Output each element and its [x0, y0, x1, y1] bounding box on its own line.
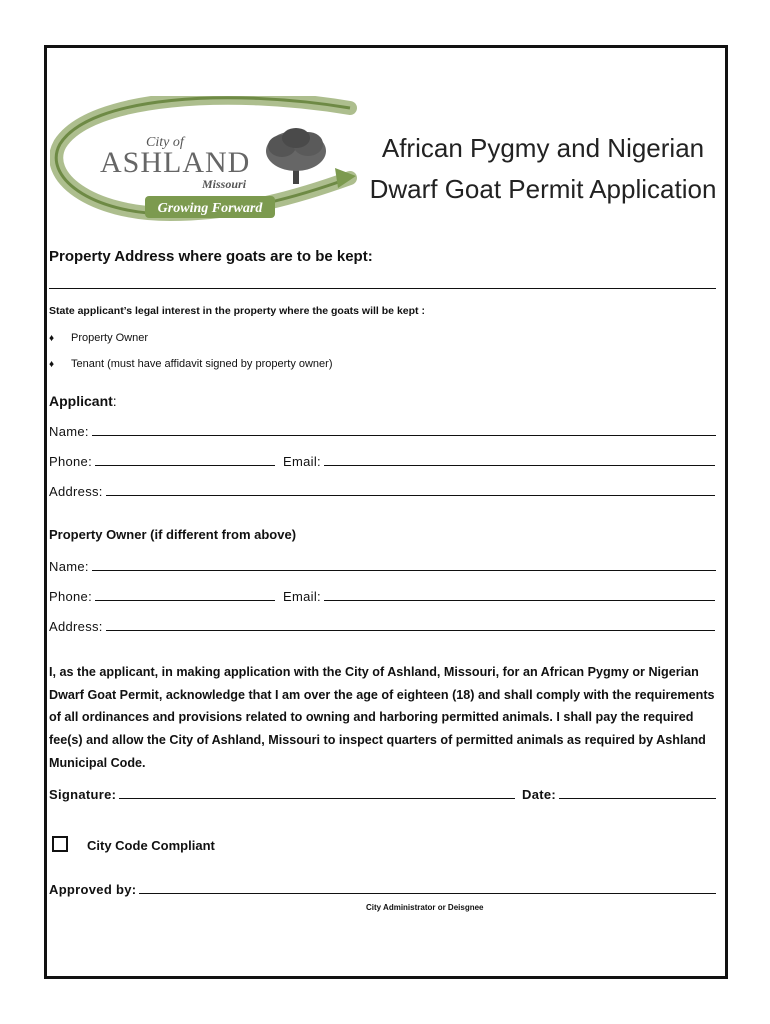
acknowledgement-text: I, as the applicant, in making application with the City of Ashland, Missouri, for an African Pygmy or Nigerian Dwarf Goat Permit, acknowledge that I am over the age of eighteen (18) and shall comply with the requirements of all ordinances and provisions related to owning and harboring permitted animals. I shall pay the required fee(s) and allow the City of Ashland, Missouri to inspect quarters of permitted animals as required by Ashland Municipal Code.: [49, 665, 715, 770]
signature-label: Signature:: [49, 787, 117, 802]
logo-city-name: ASHLAND: [100, 146, 251, 179]
approved-by-line[interactable]: [139, 892, 716, 894]
title-line-1: African Pygmy and Nigerian: [381, 133, 705, 163]
phone-line[interactable]: [95, 599, 275, 601]
applicant-heading: Applicant:: [49, 393, 117, 409]
city-of-ashland-logo: [50, 96, 360, 226]
logo-city-of: City of: [146, 135, 184, 150]
name-label: Name:: [49, 424, 89, 439]
date-label: Date:: [522, 787, 557, 802]
diamond-bullet-icon: ♦: [49, 332, 55, 344]
phone-line[interactable]: [95, 464, 275, 466]
signature-line[interactable]: [119, 797, 515, 799]
logo-tagline: Growing Forward: [157, 201, 263, 216]
name-line[interactable]: [92, 434, 716, 436]
date-field[interactable]: [522, 787, 716, 802]
email-label: Email:: [283, 454, 321, 469]
applicant-phone-field[interactable]: [49, 454, 275, 469]
owner-name-field[interactable]: [49, 559, 716, 574]
email-line[interactable]: [324, 464, 715, 466]
diamond-bullet-icon: ♦: [49, 358, 55, 370]
owner-address-field[interactable]: [49, 619, 715, 634]
property-address-heading: Property Address where goats are to be kept:: [49, 248, 373, 265]
address-label: Address:: [49, 484, 103, 499]
city-code-compliant-label: City Code Compliant: [87, 838, 215, 853]
email-line[interactable]: [324, 599, 715, 601]
address-line[interactable]: [106, 494, 715, 496]
applicant-name-field[interactable]: [49, 424, 716, 439]
email-label: Email:: [283, 589, 321, 604]
form-title: [368, 128, 718, 210]
city-code-compliant-checkbox[interactable]: [52, 836, 68, 852]
option-tenant[interactable]: [49, 358, 333, 370]
option-label: Property Owner: [71, 332, 149, 344]
option-label: Tenant (must have affidavit signed by property owner): [71, 358, 333, 370]
signature-field[interactable]: [49, 787, 515, 802]
applicant-email-field[interactable]: [283, 454, 715, 469]
tree-icon: [266, 128, 326, 184]
owner-phone-field[interactable]: [49, 589, 275, 604]
approved-by-label: Approved by:: [49, 882, 137, 897]
phone-label: Phone:: [49, 589, 93, 604]
option-property-owner[interactable]: [49, 332, 148, 344]
property-address-line[interactable]: [49, 288, 716, 289]
property-owner-heading: Property Owner (if different from above): [49, 527, 297, 542]
name-label: Name:: [49, 559, 89, 574]
title-line-2: Dwarf Goat Permit Application: [369, 174, 717, 204]
name-line[interactable]: [92, 569, 716, 571]
address-line[interactable]: [106, 629, 715, 631]
date-line[interactable]: [559, 797, 716, 799]
approved-by-field[interactable]: [49, 882, 716, 897]
logo-state: Missouri: [202, 177, 247, 191]
address-label: Address:: [49, 619, 103, 634]
legal-interest-label: State applicant’s legal interest in the property where the goats will be kept :: [49, 305, 425, 317]
phone-label: Phone:: [49, 454, 93, 469]
applicant-address-field[interactable]: [49, 484, 715, 499]
owner-email-field[interactable]: [283, 589, 715, 604]
approver-caption: City Administrator or Deisgnee: [366, 903, 484, 912]
